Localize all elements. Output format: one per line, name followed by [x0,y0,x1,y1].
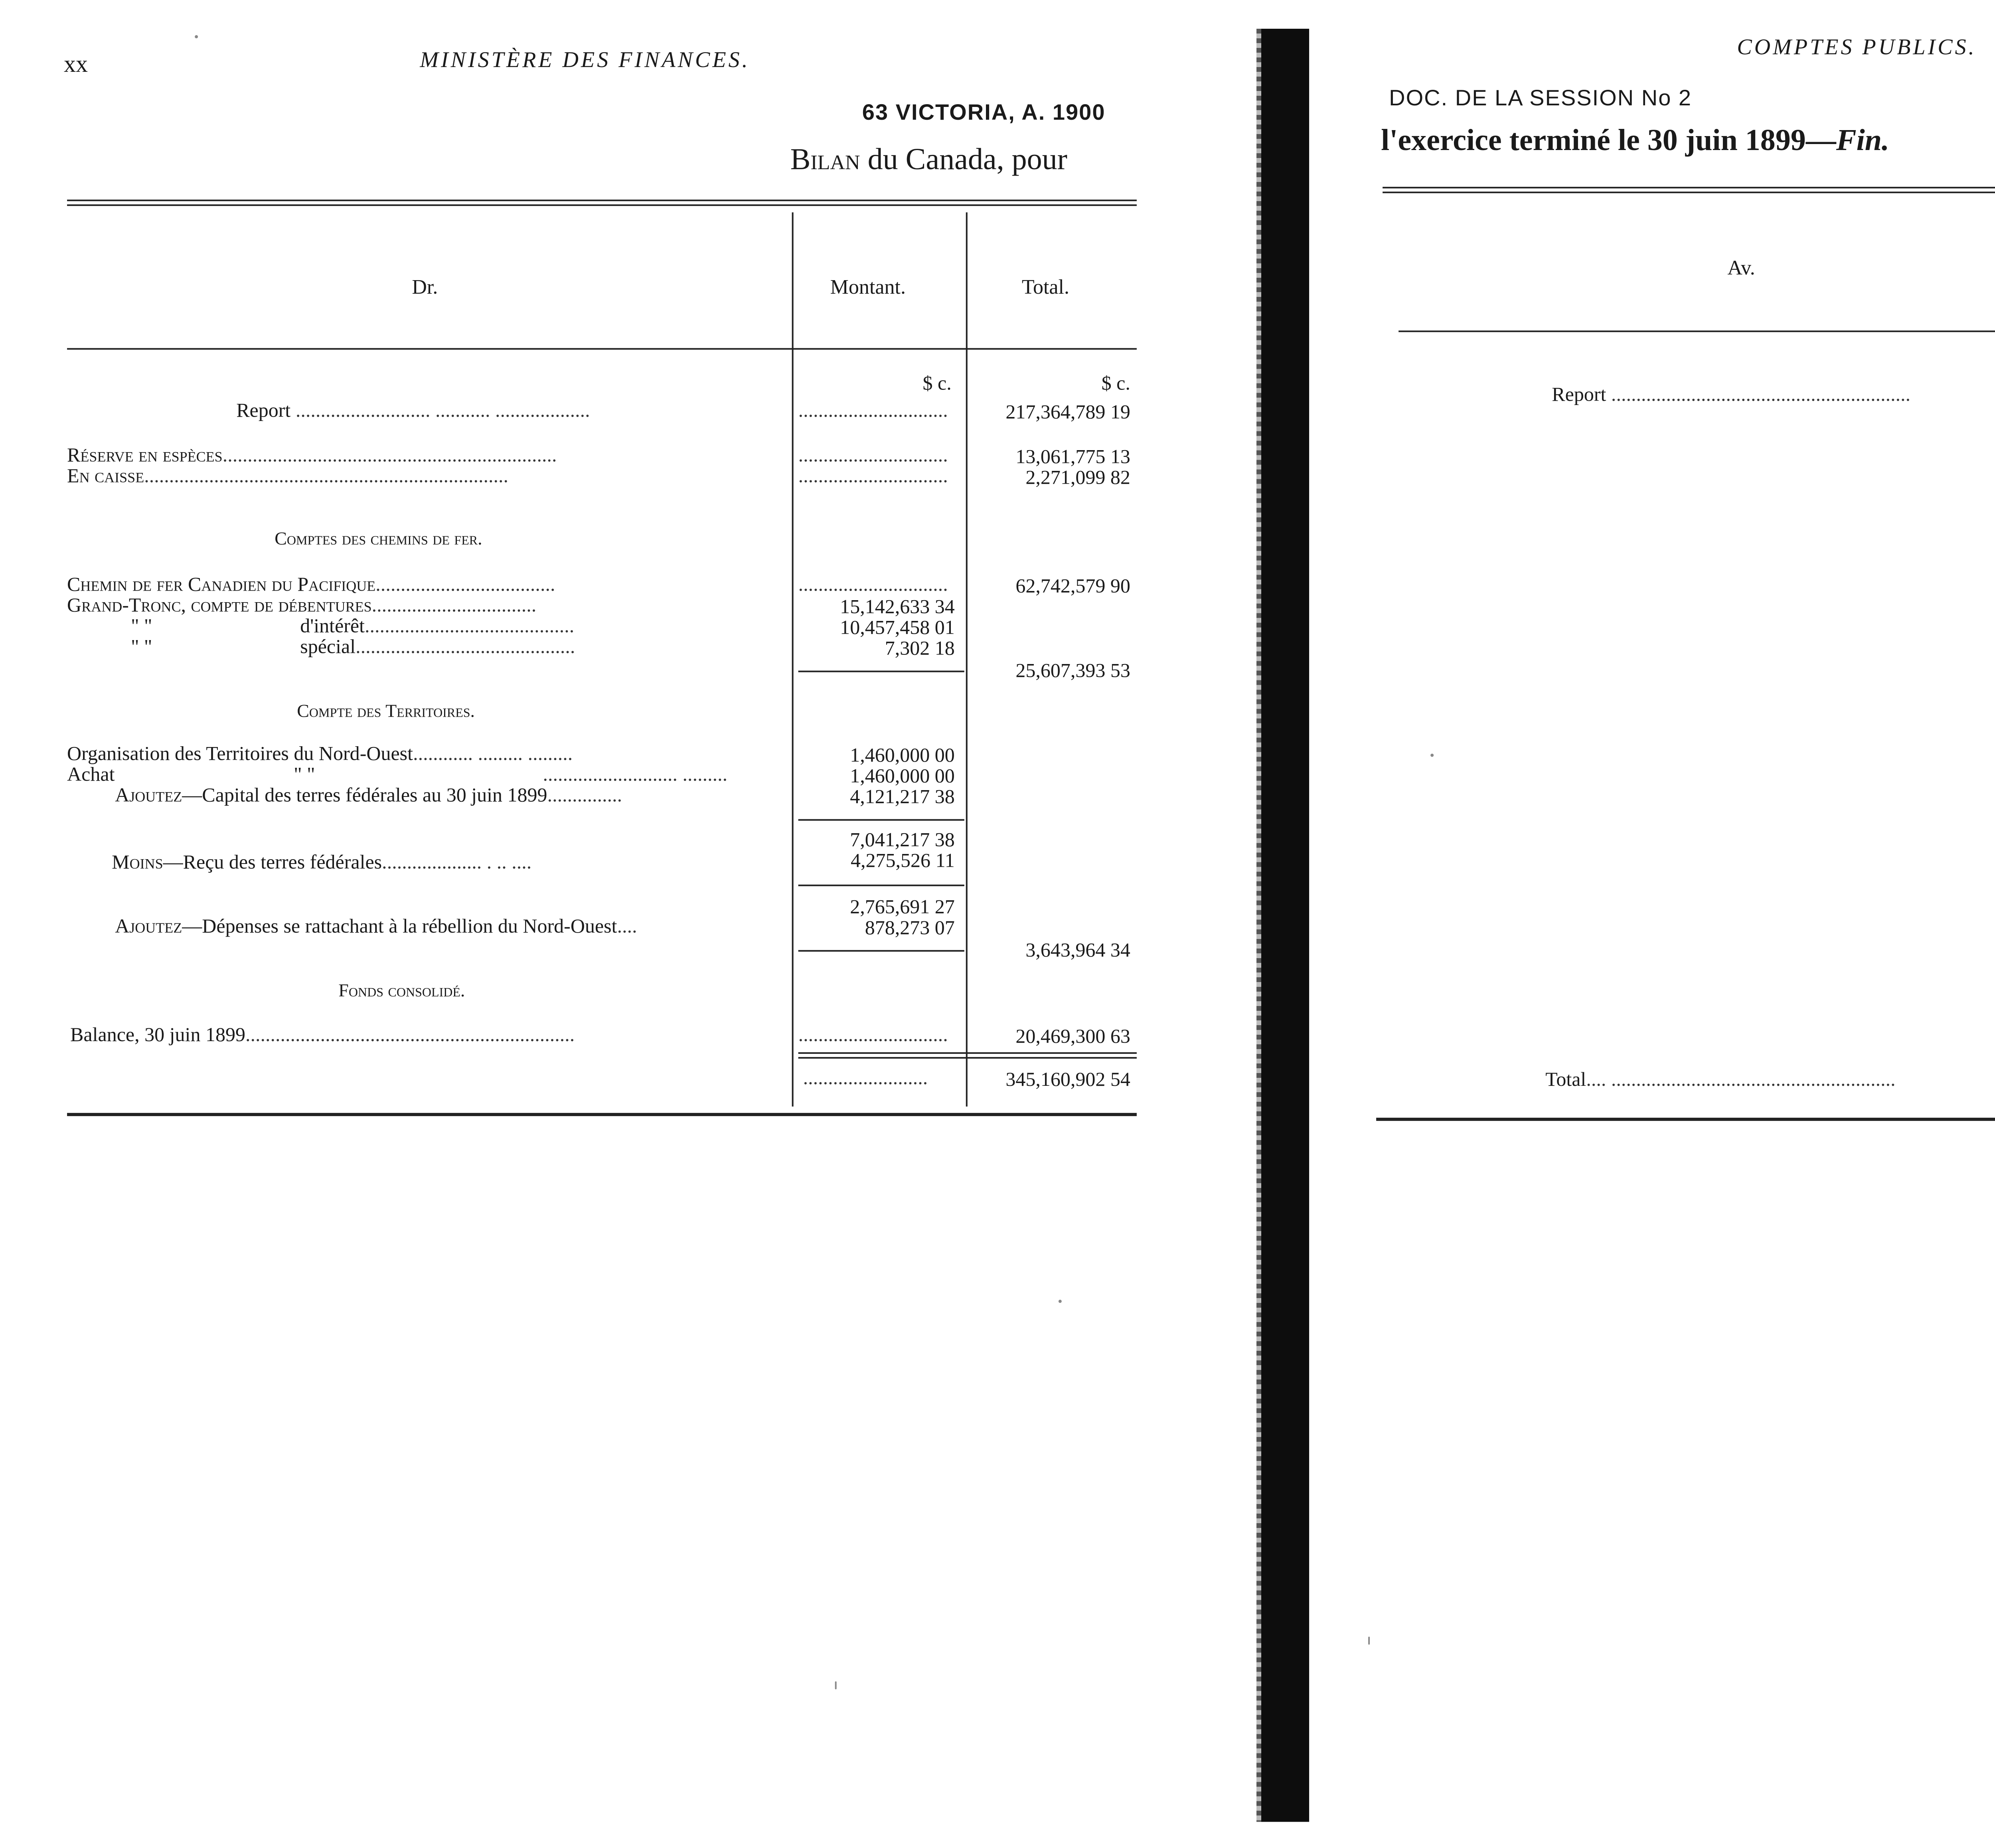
header-rule [1398,330,1995,332]
row-gt-spec-montant: 7,302 18 [885,637,955,660]
leader-dots: .... [617,915,637,937]
row-ajoutez2-montant: 878,273 07 [865,916,955,939]
subtotal-rule [798,950,964,952]
row-org-montant: 1,460,000 00 [850,744,955,767]
row-report-label: Report ............................................................ [1552,383,1911,406]
session-note: 63 VICTORIA, A. 1900 [862,99,1106,125]
row-ajoutez2-label: Ajoutez—Dépenses se rattachant à la rébellion du Nord-Ouest.... [115,915,637,937]
row-gt-deb-label: Grand-Tronc, compte de débentures................................. [67,594,537,617]
row-caisse-total: 2,271,099 82 [1025,466,1130,489]
leader-dots: .................... . .. .... [382,851,532,874]
row-report-total: 217,364,789 19 [1005,401,1130,423]
unit-montant: $ c. [922,372,952,395]
row-reserve-label: Réserve en espèces................................................................... [67,444,557,466]
leader-dots: ............................................ [356,635,575,658]
leader-dots: ................................................................... [222,444,557,466]
col-header-dr: Dr. [412,275,438,299]
scan-speck [1430,754,1434,757]
subtotal-rule [798,671,964,672]
section-heading-fonds: Fonds consolidé. [338,982,465,1001]
row-balance-total: 20,469,300 63 [1015,1025,1130,1048]
table-bottom-rule [1376,1118,1995,1121]
leader-dots: .............................. [798,399,948,422]
page-title [790,144,1067,179]
leader-dots: ........................... ........... ................... [290,399,590,422]
col-header-total: Total. [1021,275,1069,299]
leader-dots: ......................................................................... [144,464,509,487]
row-gt-int-label: d'intérêt.......................................... [300,615,575,637]
row-cpr-total: 62,742,579 90 [1015,575,1130,597]
scan-speck [1368,1637,1370,1644]
leader-dots: .............................. [798,1023,948,1046]
leader-dots: .............................. [798,573,948,596]
title-bilan: Bilan [790,144,860,178]
subtotal-rule [798,819,964,821]
subtotal-rule [798,885,964,886]
page-title: l'exercice terminé le 30 juin 1899—Fin. [1381,125,1890,158]
table-top-rule [67,200,1137,206]
leader-dots: .................................................................. [245,1023,575,1046]
leader-dots: .............................. [798,444,948,466]
session-note: DOC. DE LA SESSION No 2 [1389,85,1692,111]
montant-column-rule [792,212,794,1107]
ditto-marks: " " [131,615,152,637]
row-sub1-montant: 7,041,217 38 [850,828,955,851]
section-heading-rail: Comptes des chemins de fer. [275,530,482,549]
leader-dots: .......................................... [365,615,575,637]
row-cpr-label: Chemin de fer Canadien du Pacifique.................................... [67,573,555,596]
row-ajoutez1-label: Ajoutez—Capital des terres fédérales au 30 juin 1899............... [115,784,622,806]
page-number: xx [64,53,88,79]
table-bottom-rule [67,1113,1137,1116]
row-grand-total: 345,160,902 54 [1005,1068,1130,1091]
row-total-label: Total.... ......................................................... [1545,1068,1896,1091]
ditto-marks: " " [131,635,152,658]
col-header-av: Av. [1727,255,1755,280]
leader-dots: ........................... ......... [543,763,728,786]
table-top-rule [1383,187,1995,193]
row-gt-int-montant: 10,457,458 01 [840,616,955,639]
scan-speck [1059,1300,1062,1303]
row-gt-spec-label: spécial............................................ [300,635,575,658]
row-gt-deb-montant: 15,142,633 34 [840,595,955,618]
leader-dots: ............................................................ [1606,383,1911,406]
row-report-label: Report ........................... ........... ................... [236,399,590,422]
row-ajoutez1-montant: 4,121,217 38 [850,785,955,808]
title-rest: du Canada, pour [860,144,1068,178]
row-caisse-label: En caisse......................................................................... [67,464,509,487]
row-balance-label: Balance, 30 juin 1899.................................................................. [70,1023,575,1046]
scan-speck [835,1681,837,1689]
section-heading-territoires: Compte des Territoires. [297,702,475,722]
row-terr-total: 3,643,964 34 [1025,939,1130,961]
row-gt-total: 25,607,393 53 [1015,659,1130,682]
unit-total: $ c. [1101,372,1130,395]
row-achat-label: Achat [67,763,115,786]
leader-dots: .................................... [375,573,555,596]
row-reserve-total: 13,061,775 13 [1015,445,1130,468]
ditto-marks: " " [294,763,315,786]
col-header-montant: Montant. [830,275,906,299]
row-org-label: Organisation des Territoires du Nord-Ouest............ ......... ......... [67,742,573,765]
leader-dots: .... ......................................................... [1586,1068,1896,1091]
leader-dots: ......................... [803,1066,928,1089]
book-spine [1261,29,1309,1822]
total-double-rule [798,1052,1137,1059]
header-rule [67,348,1137,350]
row-moins-label: Moins—Reçu des terres fédérales.................... . .. .... [112,851,532,874]
leader-dots: ............... [547,784,622,806]
leader-dots: .............................. [798,464,948,487]
leader-dots: ................................. [371,594,537,617]
running-head: COMPTES PUBLICS. [1737,37,1977,61]
running-head: MINISTÈRE DES FINANCES. [420,49,750,74]
row-achat-montant: 1,460,000 00 [850,765,955,787]
scan-speck [195,35,198,38]
row-moins-montant: 4,275,526 11 [851,849,955,872]
leader-dots: ............ ......... ......... [413,742,573,765]
row-sub2-montant: 2,765,691 27 [850,895,955,918]
